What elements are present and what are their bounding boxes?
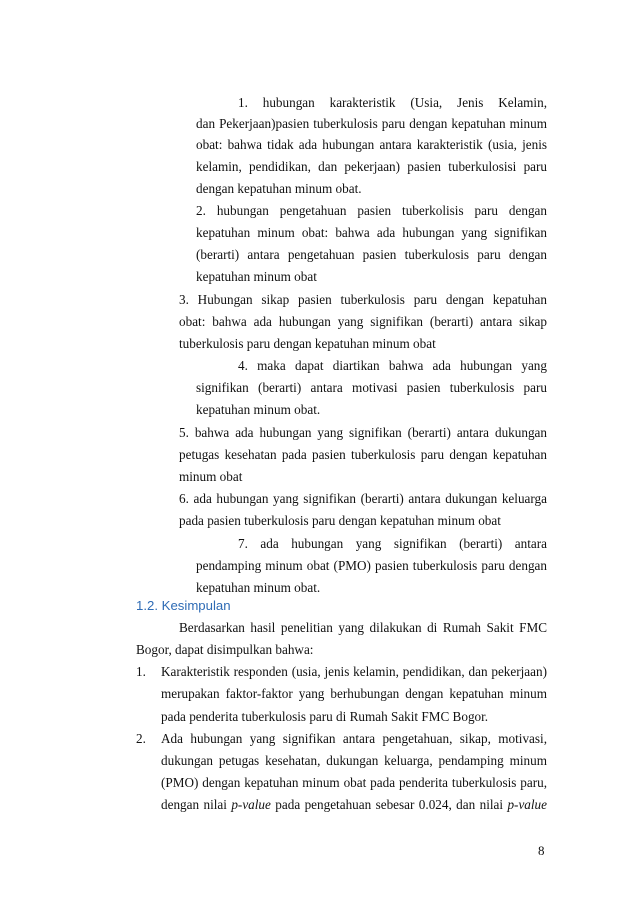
- finding-7-line-2: pendamping minum obat (PMO) pasien tuberkulosis paru dengan: [196, 558, 547, 573]
- conclusion-1-marker: 1.: [136, 664, 146, 679]
- finding-1-line-3: obat: bahwa tidak ada hubungan antara karakteristik (usia, jenis: [196, 137, 547, 152]
- finding-3-line-2: obat: bahwa ada hubungan yang signifikan (berarti) antara sikap: [179, 314, 547, 329]
- conclusion-2-line-3: (PMO) dengan kepatuhan minum obat pada penderita tuberkulosis paru,: [161, 775, 547, 790]
- text-segment: pada pengetahuan sebesar 0.024, dan nilai: [270, 797, 508, 812]
- p-value-term: p-value: [507, 797, 547, 812]
- finding-6-line-1: 6. ada hubungan yang signifikan (berarti) antara dukungan keluarga: [179, 491, 547, 506]
- finding-4-line-1: 4. maka dapat diartikan bahwa ada hubungan yang: [238, 358, 547, 373]
- conclusion-intro-line-1: Berdasarkan hasil penelitian yang dilakukan di Rumah Sakit FMC: [179, 620, 547, 635]
- finding-1-line-1: 1. hubungan karakteristik (Usia, Jenis Kelamin,: [238, 95, 547, 110]
- page-number: 8: [538, 843, 545, 858]
- finding-7-line-1: 7. ada hubungan yang signifikan (berarti) antara: [238, 536, 547, 551]
- finding-1-line-5: dengan kepatuhan minum obat.: [196, 181, 362, 196]
- finding-2-line-2: kepatuhan minum obat: bahwa ada hubungan yang signifikan: [196, 225, 547, 240]
- p-value-term: p-value: [231, 797, 271, 812]
- section-heading: 1.2. Kesimpulan: [136, 598, 231, 613]
- conclusion-intro-line-2: Bogor, dapat disimpulkan bahwa:: [136, 642, 314, 657]
- finding-2-line-4: kepatuhan minum obat: [196, 269, 317, 284]
- conclusion-1-line-3: pada penderita tuberkulosis paru di Rumah Sakit FMC Bogor.: [161, 709, 489, 724]
- conclusion-1-line-1: Karakteristik responden (usia, jenis kelamin, pendidikan, dan pekerjaan): [161, 664, 547, 679]
- finding-4-line-3: kepatuhan minum obat.: [196, 402, 321, 417]
- finding-1-line-4: kelamin, pendidikan, dan pekerjaan) pasien tuberkulosisi paru: [196, 159, 547, 174]
- conclusion-2-line-2: dukungan petugas kesehatan, dukungan keluarga, pendamping minum: [161, 753, 547, 768]
- finding-2-line-3: (berarti) antara pengetahuan pasien tuberkulosis paru dengan: [196, 247, 547, 262]
- conclusion-1-line-2: merupakan faktor-faktor yang berhubungan dengan kepatuhan minum: [161, 686, 547, 701]
- finding-5-line-2: petugas kesehatan pada pasien tuberkulosis paru dengan kepatuhan: [179, 447, 547, 462]
- conclusion-2-line-4: [161, 797, 547, 814]
- finding-7-line-3: kepatuhan minum obat.: [196, 580, 321, 595]
- finding-6-line-2: pada pasien tuberkulosis paru dengan kepatuhan minum obat: [179, 513, 501, 528]
- finding-3-line-3: tuberkulosis paru dengan kepatuhan minum obat: [179, 336, 436, 351]
- finding-3-line-1: 3. Hubungan sikap pasien tuberkulosis paru dengan kepatuhan: [179, 292, 547, 307]
- conclusion-2-marker: 2.: [136, 731, 146, 746]
- finding-4-line-2: signifikan (berarti) antara motivasi pasien tuberkulosis paru: [196, 380, 547, 395]
- finding-2-line-1: 2. hubungan pengetahuan pasien tuberkolisis paru dengan: [196, 203, 547, 218]
- conclusion-2-line-1: Ada hubungan yang signifikan antara pengetahuan, sikap, motivasi,: [161, 731, 547, 746]
- finding-5-line-1: 5. bahwa ada hubungan yang signifikan (berarti) antara dukungan: [179, 425, 547, 440]
- finding-5-line-3: minum obat: [179, 469, 243, 484]
- text-segment: dengan nilai: [161, 797, 232, 812]
- finding-1-line-2: dan Pekerjaan)pasien tuberkulosis paru dengan kepatuhan minum: [196, 116, 547, 131]
